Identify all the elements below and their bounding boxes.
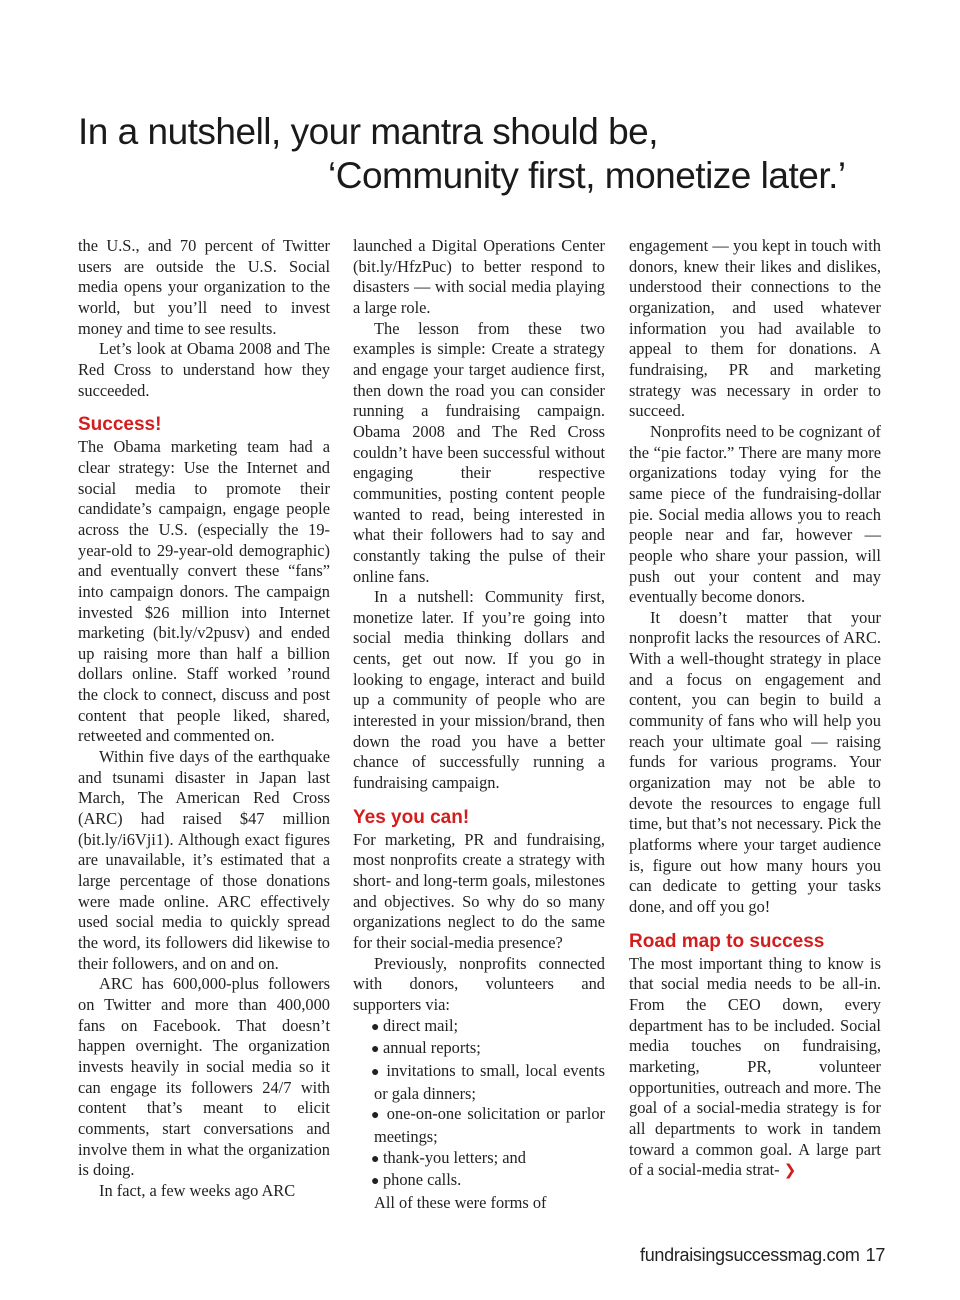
paragraph [629, 954, 881, 1181]
list-item: ● invitations to small, local events or gala dinners; [353, 1061, 605, 1104]
paragraph: All of these were forms of [374, 1192, 547, 1212]
pull-quote [78, 110, 898, 198]
paragraph: Nonprofits need to be cognizant of the “pie factor.” There are many more organizations today vying for the same piece of the fundraising-dollar pie. Social media allows you to reach people near and far, however — people who share your passion, will push out your content and may eventually become donors. [629, 421, 881, 607]
list-item: ● one-on-one solicitation or parlor meetings; [353, 1104, 605, 1147]
section-heading-yes-you-can: Yes you can! [353, 806, 470, 828]
paragraph: Let’s look at Obama 2008 and The Red Cross to understand how they succeeded. [78, 339, 330, 400]
list-item: ● annual reports; [353, 1038, 605, 1061]
footer-site: fundraisingsuccessmag.com [640, 1245, 860, 1265]
paragraph: engagement — you kept in touch with donors, knew their likes and dislikes, understood their connections to the organization, and used whatever information you had available to appeal to them for donations. A fundraising, PR and marketing strategy was necessary in order to succeed. [629, 236, 881, 421]
article-column-2 [353, 236, 605, 1214]
paragraph: the U.S., and 70 percent of Twitter users are outside the U.S. Social media opens your organization to the world, but you’ll need to invest money and time to see results. [78, 236, 330, 338]
continue-arrow-icon: ❯ [783, 1161, 797, 1180]
paragraph: It doesn’t matter that your nonprofit lacks the resources of ARC. With a well-thought strategy in place and a focus on engagement and content, you can begin to build a community of fans who will help you reach your ultimate goal — raising funds for various programs. Your organization may not be able to devote the resources to engage full time, but that’s not necessary. Pick the platforms where your target audience is, figure out how many hours you can dedicate to getting your tasks done, and off you go! [629, 607, 881, 916]
article-column-1 [78, 236, 330, 1202]
article-column-3 [629, 236, 881, 1181]
paragraph: launched a Digital Operations Center (bit.ly/HfzPuc) to better respond to disasters — with social media playing a large role. [353, 236, 605, 317]
paragraph: ARC has 600,000-plus followers on Twitter and more than 400,000 fans on Facebook. That doesn’t happen overnight. The organization invests heavily in social media so it can engage its followers 24/7 with content that’s meant to elicit comments, start conversations and involve them in what the organization is doing. [78, 974, 330, 1180]
page-number: 17 [865, 1245, 886, 1265]
list-item: ● direct mail; [353, 1016, 605, 1039]
list-item: ● phone calls. [353, 1170, 605, 1193]
paragraph: For marketing, PR and fundraising, most nonprofits create a strategy with short- and long-term goals, milestones and objectives. So why do so many organizations neglect to do the same for their social-media presence? [353, 829, 605, 952]
paragraph: In fact, a few weeks ago ARC [99, 1180, 296, 1200]
pull-quote-line-1: In a nutshell, your mantra should be, [78, 111, 659, 152]
paragraph: The Obama marketing team had a clear strategy: Use the Internet and social media to promote their candidate’s campaign, engage people across the U.S. (especially the 19-year-old to 29-year-old demographic) and eventually convert these “fans” into campaign donors. The campaign invested $26 million into Internet marketing (bit.ly/v2pusv) and ended up raising more than half a billion dollars online. Staff worked ’round the clock to connect, discuss and post content that people liked, shared, retweeted and commented on. [78, 437, 330, 746]
section-heading-road-map: Road map to success [629, 930, 825, 952]
paragraph: The lesson from these two examples is simple: Create a strategy and engage your target audience first, then down the road you can consider running a fundraising campaign. Obama 2008 and The Red Cross couldn’t have been successful without engaging their respective communities, posting content people wanted to read, being interested in what their followers had to say and constantly taking the pulse of their online fans. [353, 318, 605, 586]
list-item: ● thank-you letters; and [353, 1148, 605, 1171]
section-heading-success: Success! [78, 414, 162, 436]
page-footer [640, 1245, 886, 1266]
paragraph: Previously, nonprofits connected with donors, volunteers and supporters via: [353, 953, 605, 1014]
bullet-list [353, 1016, 605, 1193]
paragraph: In a nutshell: Community first, monetize later. If you’re going into social media thinking dollars and cents, get out now. If you go in looking to engage, interact and build up a community of people who are interested in your mission/brand, then down the road you have a better chance of successfully running a fundraising campaign. [353, 587, 605, 793]
paragraph-text: The most important thing to know is that social media needs to be all-in. From the CEO down, every department has to be included. Social media touches on fundraising, marketing, PR, volunteer opportunities, outreach and more. The goal of a social-media strategy is for all departments to work in tandem toward a common goal. A large part of a social-media strat- [629, 953, 881, 1180]
paragraph: Within five days of the earthquake and tsunami disaster in Japan last March, The American Red Cross (ARC) had raised $47 million (bit.ly/i6Vji1). Although exact figures are unavailable, it’s estimated that a large percentage of those donations were made online. ARC effectively used social media to quickly spread the word, its followers did likewise to their followers, and on and on. [78, 747, 330, 973]
pull-quote-line-2: ‘Community first, monetize later.’ [328, 155, 846, 196]
